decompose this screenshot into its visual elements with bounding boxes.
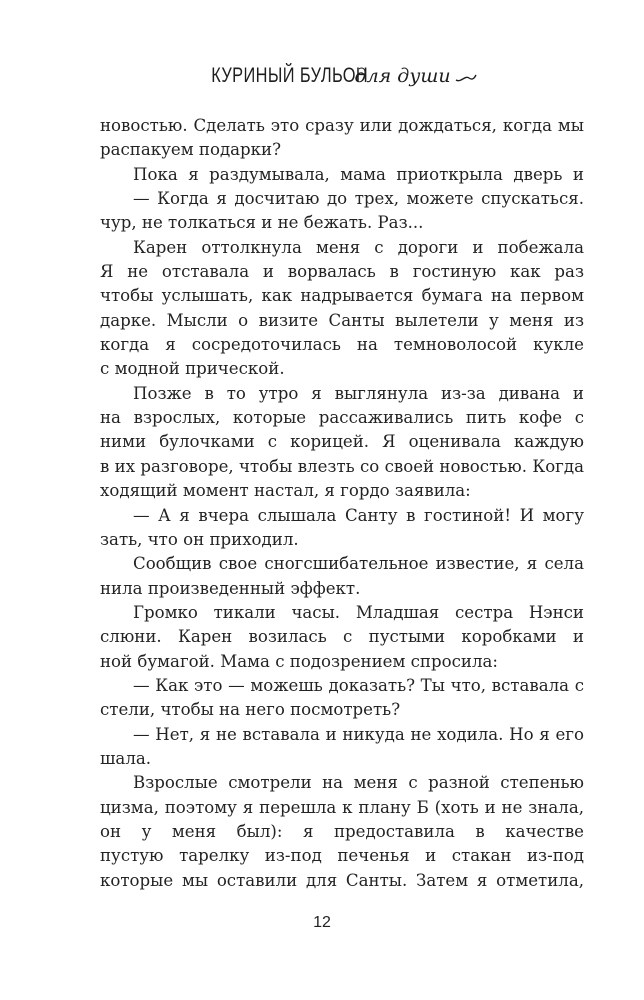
text-line: пустую тарелку из-под печенья и стакан из-под — [100, 846, 584, 866]
text-line: Взрослые смотрели на меня с разной степенью — [133, 773, 584, 793]
body-text — [100, 114, 584, 893]
text-line: дарке. Мысли о визите Санты вылетели у меня из — [100, 310, 584, 330]
text-line: Пока я раздумывала, мама приоткрыла дверь и — [133, 164, 584, 184]
text-line: он у меня был): я предоставила в качестве — [100, 821, 584, 841]
text-line: Позже в то утро я выглянула из-за дивана и — [133, 383, 584, 403]
text-line: на взрослых, которые рассаживались пить кофе с — [100, 408, 584, 428]
header-title: КУРИНЫЙ БУЛЬОН — [211, 64, 369, 87]
text-line: шала. — [100, 748, 152, 768]
text-line: цизма, поэтому я перешла к плану Б (хоть и не знала, — [100, 797, 584, 817]
text-line: — А я вчера слышала Санту в гостиной! И могу — [133, 505, 584, 525]
text-line: новостью. Сделать это сразу или дождаться, когда мы — [100, 116, 584, 135]
text-line: зать, что он приходил. — [100, 529, 299, 549]
text-line: Карен оттолкнула меня с дороги и побежала — [133, 237, 584, 257]
text-line: Я не отставала и ворвалась в гостиную как раз — [100, 262, 584, 282]
text-line: в их разговоре, чтобы влезть со своей новостью. Когда — [100, 456, 584, 476]
text-line: стели, чтобы на него посмотреть? — [100, 700, 401, 720]
text-line: когда я сосредоточилась на темноволосой кукле — [100, 335, 584, 355]
text-line: чур, не толкаться и не бежать. Раз... — [100, 213, 424, 233]
text-line: ними булочками с корицей. Я оценивала каждую — [100, 432, 584, 452]
text-line: чтобы услышать, как надрывается бумага на первом — [100, 286, 584, 306]
page-number: 12 — [313, 914, 331, 931]
text-line: Громко тикали часы. Младшая сестра Нэнси — [133, 602, 584, 622]
text-line: Сообщив свое сногсшибательное известие, я села — [133, 554, 584, 574]
text-line: слюни. Карен возилась с пустыми коробками и — [100, 627, 584, 647]
text-line: нила произведенный эффект. — [100, 578, 361, 598]
text-line: — Когда я досчитаю до трех, можете спускаться. — [133, 189, 584, 209]
text-line: — Как это — можешь доказать? Ты что, вставала с — [133, 675, 584, 695]
text-line: с модной прической. — [100, 359, 285, 379]
text-line: ной бумагой. Мама с подозрением спросила: — [100, 651, 498, 671]
text-line: ходящий момент настал, я гордо заявила: — [100, 481, 471, 501]
header-script-title: для души — [354, 65, 451, 87]
text-line: — Нет, я не вставала и никуда не ходила. Но я его — [133, 724, 584, 744]
swash-ornament-icon — [455, 72, 477, 84]
running-header — [0, 64, 644, 88]
text-line: распакуем подарки? — [100, 140, 282, 160]
text-line: которые мы оставили для Санты. Затем я отметила, — [100, 870, 584, 890]
